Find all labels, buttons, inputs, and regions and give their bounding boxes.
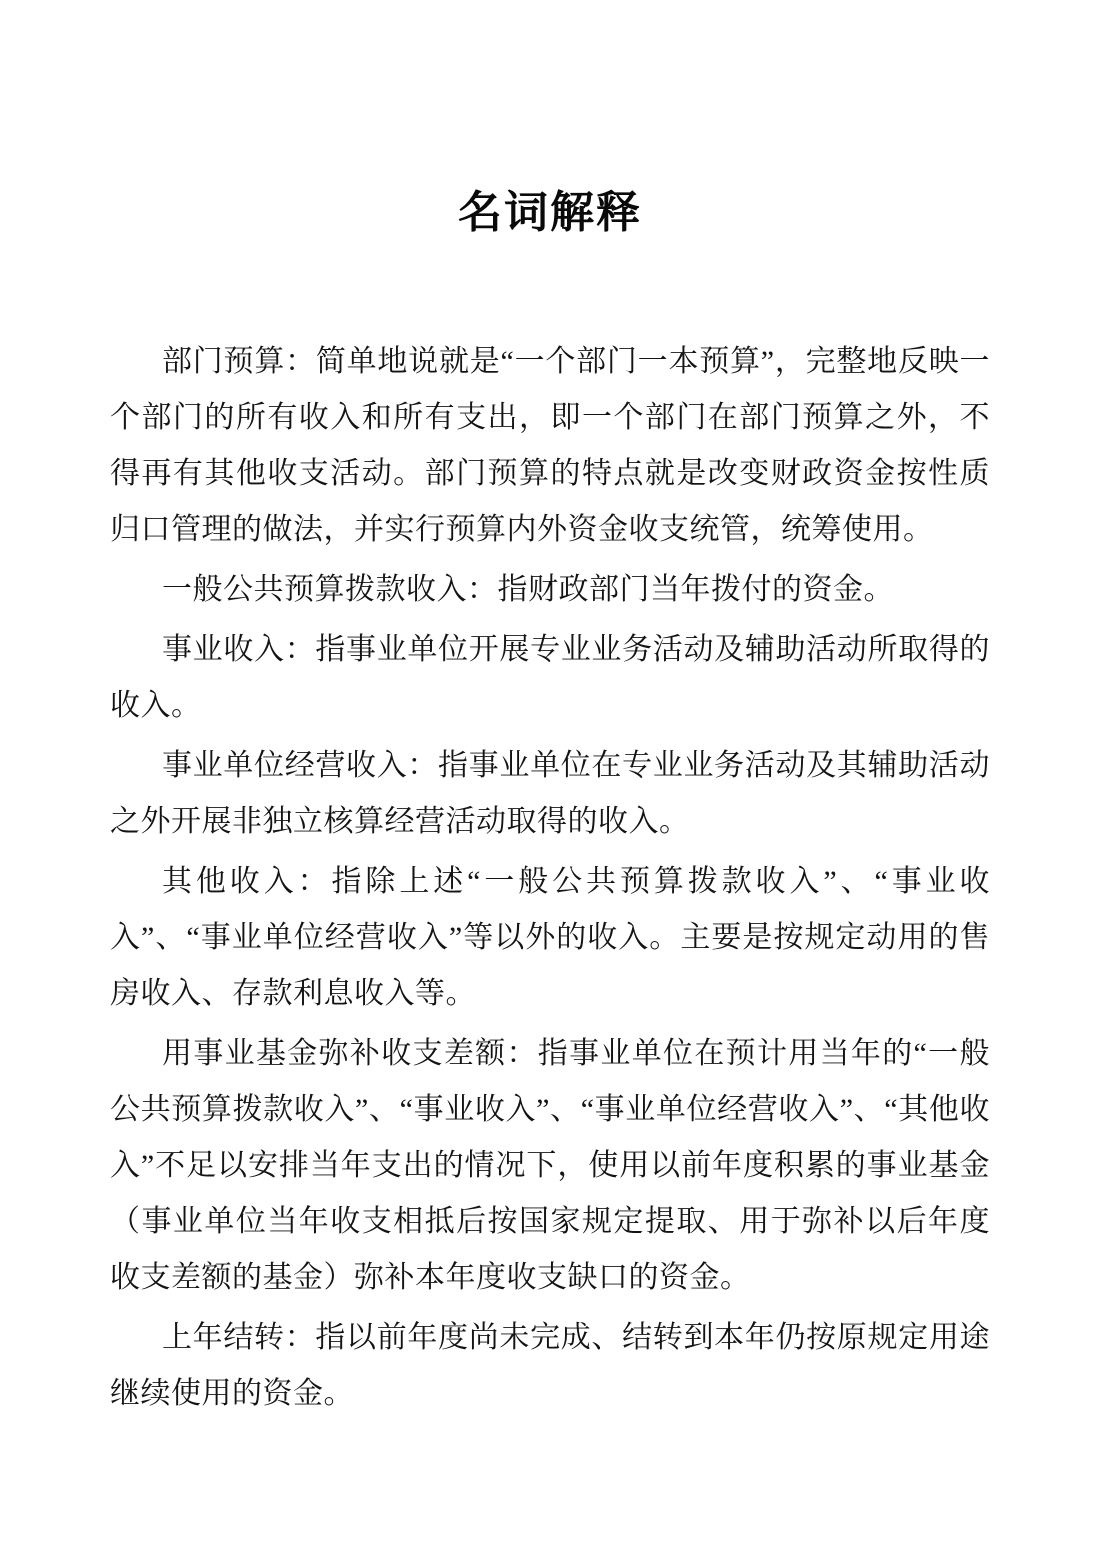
document-body: [110, 334, 990, 1422]
paragraph-general-public-budget-appropriation-income: 一般公共预算拨款收入：指财政部门当年拨付的资金。: [162, 573, 894, 606]
paragraph-institution-income: 事业收入：指事业单位开展专业业务活动及辅助活动所取得的收入。: [110, 633, 990, 722]
paragraph-other-income: 其他收入：指除上述“一般公共预算拨款收入”、“事业收入”、“事业单位经营收入”等以外的收入。主要是按规定动用的售房收入、存款利息收入等。: [110, 865, 990, 1010]
page-title: 名词解释: [458, 188, 642, 237]
paragraph-institution-operating-income: 事业单位经营收入：指事业单位在专业业务活动及其辅助活动之外开展非独立核算经营活动取得的收入。: [110, 749, 990, 838]
paragraph-use-of-institution-fund: 用事业基金弥补收支差额：指事业单位在预计用当年的“一般公共预算拨款收入”、“事业收入”、“事业单位经营收入”、“其他收入”不足以安排当年支出的情况下，使用以前年度积累的事业基金（事业单位当年收支相抵后按国家规定提取、用于弥补以后年度收支差额的基金）弥补本年度收支缺口的资金。: [110, 1037, 990, 1294]
paragraph-department-budget: 部门预算：简单地说就是“一个部门一本预算”，完整地反映一个部门的所有收入和所有支出，即一个部门在部门预算之外，不得再有其他收支活动。部门预算的特点就是改变财政资金按性质归口管理的做法，并实行预算内外资金收支统管，统筹使用。: [110, 345, 990, 546]
paragraph-carryover-from-previous-year: 上年结转：指以前年度尚未完成、结转到本年仍按原规定用途继续使用的资金。: [110, 1321, 990, 1410]
